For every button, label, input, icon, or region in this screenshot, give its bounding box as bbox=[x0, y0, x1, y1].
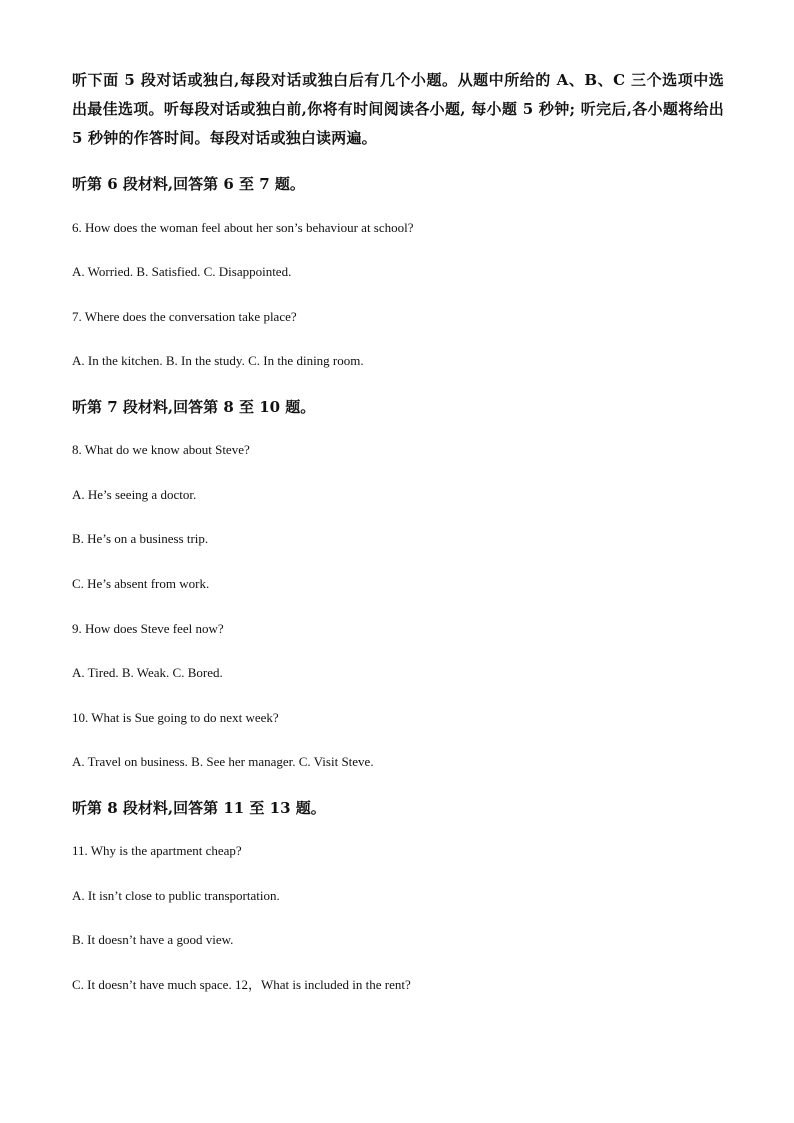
question-10-options: A. Travel on business. B. See her manager. C. Visit Steve. bbox=[72, 754, 374, 769]
section-instructions: 听下面 5 段对话或独白,每段对话或独白后有几个小题。从题中所给的 A、B、C 三个选项中选出最佳选项。听每段对话或独白前,你将有时间阅读各小题, 每小题 5 秒钟; 听完后,各小题将给出 5 秒钟的作答时间。每段对话或独白读两遍。 bbox=[72, 71, 724, 147]
question-11-option-c: C. It doesn’t have much space. 12，What is included in the rent? bbox=[72, 977, 411, 992]
section-heading-7: 听第 7 段材料,回答第 8 至 10 题。 bbox=[72, 398, 316, 416]
question-7: 7. Where does the conversation take place? bbox=[72, 309, 297, 324]
question-7-options: A. In the kitchen. B. In the study. C. In the dining room. bbox=[72, 353, 364, 368]
question-6-options: A. Worried. B. Satisfied. C. Disappointed. bbox=[72, 264, 292, 279]
question-10: 10. What is Sue going to do next week? bbox=[72, 710, 279, 725]
question-11: 11. Why is the apartment cheap? bbox=[72, 843, 242, 858]
section-heading-8: 听第 8 段材料,回答第 11 至 13 题。 bbox=[72, 799, 326, 817]
question-8-option-b: B. He’s on a business trip. bbox=[72, 531, 209, 546]
question-8-option-a: A. He’s seeing a doctor. bbox=[72, 487, 197, 502]
question-9: 9. How does Steve feel now? bbox=[72, 621, 224, 636]
question-11-option-a: A. It isn’t close to public transportation. bbox=[72, 888, 280, 903]
question-6: 6. How does the woman feel about her son’s behaviour at school? bbox=[72, 220, 414, 235]
question-11-option-b: B. It doesn’t have a good view. bbox=[72, 932, 234, 947]
question-8: 8. What do we know about Steve? bbox=[72, 442, 250, 457]
question-9-options: A. Tired. B. Weak. C. Bored. bbox=[72, 665, 223, 680]
question-8-option-c: C. He’s absent from work. bbox=[72, 576, 210, 591]
section-heading-6: 听第 6 段材料,回答第 6 至 7 题。 bbox=[72, 175, 305, 193]
